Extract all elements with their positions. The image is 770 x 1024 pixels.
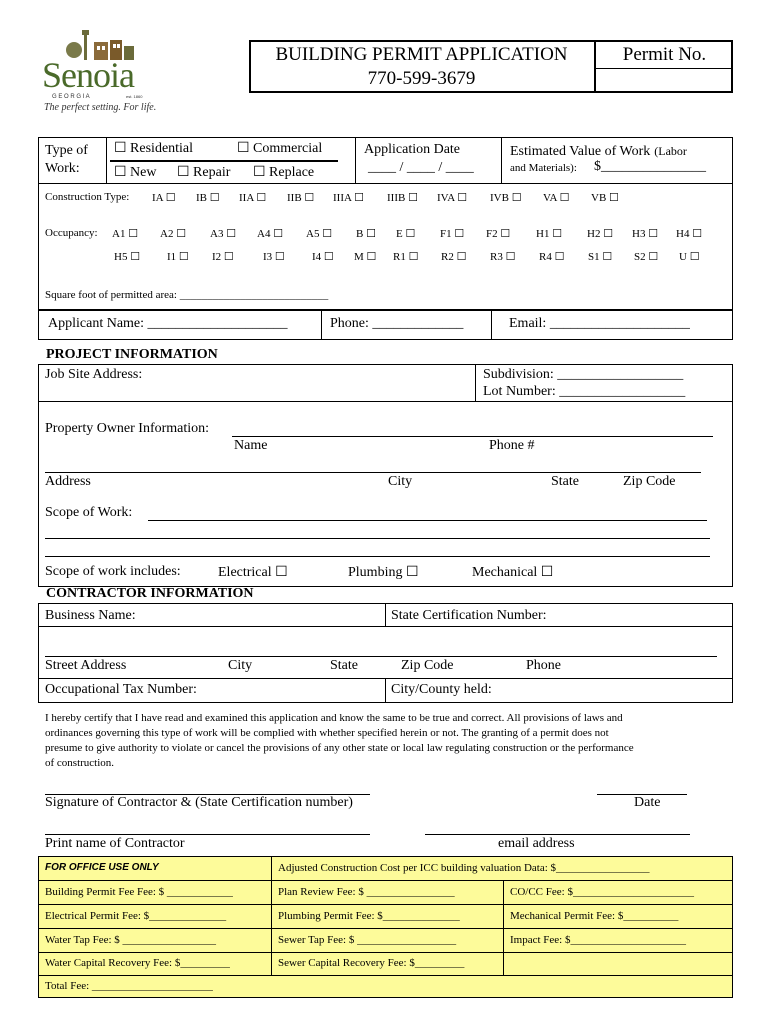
occupancy-r2-checkbox-6[interactable]: R1 ☐ <box>393 251 419 263</box>
state-cert-field[interactable]: State Certification Number: <box>391 608 547 623</box>
logo-since: est. 1860 <box>126 94 143 99</box>
occupancy-r1-checkbox-11[interactable]: H3 ☐ <box>632 228 659 240</box>
senoia-logo <box>40 28 165 120</box>
type-of-work-label: Type of Work: <box>45 143 88 176</box>
occupancy-r1-checkbox-9[interactable]: H1 ☐ <box>536 228 563 240</box>
occupancy-r2-checkbox-11[interactable]: S2 ☐ <box>634 251 659 263</box>
owner-zip-label: Zip Code <box>623 474 676 489</box>
occupancy-r2-checkbox-4[interactable]: I4 ☐ <box>312 251 334 263</box>
impact-fee-field[interactable]: Impact Fee: $_____________________ <box>510 934 686 946</box>
construction-type-checkbox-0[interactable]: IA ☐ <box>152 192 176 204</box>
street-address-label: Street Address <box>45 658 127 673</box>
construction-type-checkbox-7[interactable]: IVB ☐ <box>490 192 522 204</box>
construction-type-checkbox-8[interactable]: VA ☐ <box>543 192 570 204</box>
estimated-value-label <box>510 142 687 160</box>
form-phone: 770-599-3679 <box>367 68 476 89</box>
plumbing-permit-fee-field[interactable]: Plumbing Permit Fee: $______________ <box>278 910 460 922</box>
certify-line-1: I hereby certify that I have read and examined this application and know the same to be true and correct. All provisions of laws and <box>45 712 623 724</box>
occupancy-r2-checkbox-9[interactable]: R4 ☐ <box>539 251 565 263</box>
construction-type-checkbox-9[interactable]: VB ☐ <box>591 192 619 204</box>
residential-checkbox[interactable]: ☐ Residential <box>114 141 194 156</box>
plumbing-checkbox[interactable]: Plumbing ☐ <box>348 565 419 580</box>
certify-line-2: ordinances governing this type of work will be complied with whether specified herein or not. The granting of a permit does not <box>45 727 609 739</box>
owner-name-label: Name <box>234 438 268 453</box>
signature-label: Signature of Contractor & (State Certification number) <box>45 795 353 810</box>
occupancy-r2-checkbox-5[interactable]: M ☐ <box>354 251 377 263</box>
occupancy-r1-checkbox-10[interactable]: H2 ☐ <box>587 228 614 240</box>
water-capital-recovery-fee-field[interactable]: Water Capital Recovery Fee: $_________ <box>45 957 230 969</box>
estimated-value-line2: and Materials): <box>510 162 577 174</box>
permit-no-label: Permit No. <box>622 44 707 65</box>
scope-of-work-label: Scope of Work: <box>45 505 133 520</box>
subdivision-field[interactable]: Subdivision: __________________ <box>483 367 684 382</box>
application-date-label: Application Date <box>364 142 461 157</box>
applicant-email-field[interactable]: Email: ____________________ <box>509 316 690 331</box>
replace-checkbox[interactable]: ☐ Replace <box>253 165 315 180</box>
construction-type-checkbox-6[interactable]: IVA ☐ <box>437 192 468 204</box>
contractor-city-label: City <box>228 658 253 673</box>
job-site-address-field[interactable]: Job Site Address: <box>45 367 143 382</box>
sewer-tap-fee-field[interactable]: Sewer Tap Fee: $ __________________ <box>278 934 457 946</box>
water-tap-fee-field[interactable]: Water Tap Fee: $ _________________ <box>45 934 217 946</box>
contractor-zip-label: Zip Code <box>401 658 454 673</box>
date-label: Date <box>634 795 661 810</box>
contractor-phone-label: Phone <box>526 658 561 673</box>
repair-checkbox[interactable]: ☐ Repair <box>177 165 231 180</box>
owner-phone-label: Phone # <box>489 438 535 453</box>
occupancy-r2-checkbox-3[interactable]: I3 ☐ <box>263 251 285 263</box>
scope-includes-label: Scope of work includes: <box>45 564 181 579</box>
certify-line-3: presume to give authority to violate or cancel the provisions of any other state or local law regulating construction or the performance <box>45 742 634 754</box>
lot-number-field[interactable]: Lot Number: __________________ <box>483 384 686 399</box>
construction-type-checkbox-4[interactable]: IIIA ☐ <box>333 192 364 204</box>
business-name-field[interactable]: Business Name: <box>45 608 136 623</box>
co-cc-fee-field[interactable]: CO/CC Fee: $______________________ <box>510 886 694 898</box>
plan-review-fee-field[interactable]: Plan Review Fee: $ ________________ <box>278 886 455 898</box>
office-use-heading: FOR OFFICE USE ONLY <box>45 862 159 873</box>
total-fee-field[interactable]: Total Fee: ______________________ <box>45 980 213 992</box>
property-owner-label: Property Owner Information: <box>45 421 210 436</box>
print-name-label: Print name of Contractor <box>45 836 185 851</box>
occupancy-r2-checkbox-7[interactable]: R2 ☐ <box>441 251 467 263</box>
occupancy-r1-checkbox-4[interactable]: A5 ☐ <box>306 228 333 240</box>
form-title: BUILDING PERMIT APPLICATION <box>275 44 568 65</box>
occupancy-r1-checkbox-8[interactable]: F2 ☐ <box>486 228 511 240</box>
sewer-capital-recovery-fee-field[interactable]: Sewer Capital Recovery Fee: $_________ <box>278 957 465 969</box>
construction-type-checkbox-3[interactable]: IIB ☐ <box>287 192 315 204</box>
construction-type-checkbox-5[interactable]: IIIB ☐ <box>387 192 418 204</box>
contractor-info-heading: CONTRACTOR INFORMATION <box>46 586 254 601</box>
occupational-tax-field[interactable]: Occupational Tax Number: <box>45 682 197 697</box>
occupancy-r1-checkbox-3[interactable]: A4 ☐ <box>257 228 284 240</box>
occupancy-r2-checkbox-0[interactable]: H5 ☐ <box>114 251 141 263</box>
building-permit-fee-field[interactable]: Building Permit Fee Fee: $ ____________ <box>45 886 233 898</box>
estimated-value-text: Estimated Value of Work <box>510 144 651 159</box>
construction-type-checkbox-1[interactable]: IB ☐ <box>196 192 220 204</box>
email-address-label: email address <box>498 836 575 851</box>
city-county-held-field[interactable]: City/County held: <box>391 682 492 697</box>
owner-address-label: Address <box>45 474 91 489</box>
application-date-field[interactable]: ____ / ____ / ____ <box>368 160 474 175</box>
occupancy-label: Occupancy: <box>45 227 98 239</box>
certify-line-4: of construction. <box>45 757 115 769</box>
occupancy-r1-checkbox-2[interactable]: A3 ☐ <box>210 228 237 240</box>
construction-type-checkbox-2[interactable]: IIA ☐ <box>239 192 267 204</box>
estimated-value-field[interactable]: $_______________ <box>594 159 706 174</box>
contractor-state-label: State <box>330 658 358 673</box>
construction-type-label: Construction Type: <box>45 191 130 203</box>
occupancy-r2-checkbox-12[interactable]: U ☐ <box>679 251 700 263</box>
occupancy-r1-checkbox-12[interactable]: H4 ☐ <box>676 228 703 240</box>
mechanical-checkbox[interactable]: Mechanical ☐ <box>472 565 554 580</box>
office-use-box <box>38 856 733 998</box>
occupancy-r1-checkbox-0[interactable]: A1 ☐ <box>112 228 139 240</box>
occupancy-r2-checkbox-8[interactable]: R3 ☐ <box>490 251 516 263</box>
occupancy-r1-checkbox-7[interactable]: F1 ☐ <box>440 228 465 240</box>
electrical-checkbox[interactable]: Electrical ☐ <box>218 565 288 580</box>
occupancy-r2-checkbox-10[interactable]: S1 ☐ <box>588 251 613 263</box>
logo-state: G E O R G I A <box>52 94 90 100</box>
occupancy-r1-checkbox-5[interactable]: B ☐ <box>356 228 376 240</box>
electrical-permit-fee-field[interactable]: Electrical Permit Fee: $______________ <box>45 910 227 922</box>
occupancy-r1-checkbox-1[interactable]: A2 ☐ <box>160 228 187 240</box>
owner-city-label: City <box>388 474 413 489</box>
occupancy-r2-checkbox-1[interactable]: I1 ☐ <box>167 251 189 263</box>
new-checkbox[interactable]: ☐ New <box>114 165 157 180</box>
owner-state-label: State <box>551 474 579 489</box>
applicant-phone-field[interactable]: Phone: _____________ <box>330 316 464 331</box>
occupancy-r2-checkbox-2[interactable]: I2 ☐ <box>212 251 234 263</box>
estimated-value-small: (Labor <box>654 144 687 158</box>
commercial-checkbox[interactable]: ☐ Commercial <box>237 141 323 156</box>
adjusted-cost-field[interactable]: Adjusted Construction Cost per ICC building valuation Data: $_________________ <box>278 862 650 874</box>
mechanical-permit-fee-field[interactable]: Mechanical Permit Fee: $__________ <box>510 910 679 922</box>
logo-tagline: The perfect setting. For life. <box>44 102 157 113</box>
applicant-name-field[interactable]: Applicant Name: ____________________ <box>48 316 288 331</box>
square-foot-field[interactable]: Square foot of permitted area: ___________________________ <box>45 289 329 301</box>
logo-name: Senoia <box>42 55 134 95</box>
occupancy-r1-checkbox-6[interactable]: E ☐ <box>396 228 416 240</box>
project-info-heading: PROJECT INFORMATION <box>46 347 218 362</box>
